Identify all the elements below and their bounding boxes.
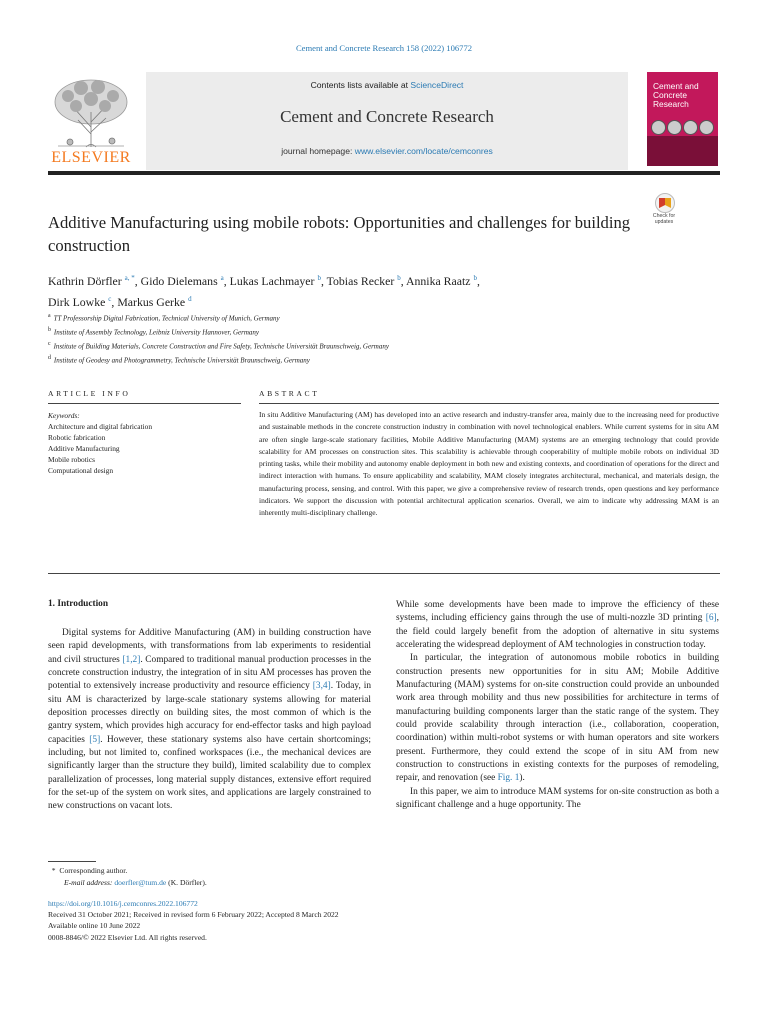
author-name: Gido Dielemans bbox=[140, 273, 218, 288]
elsevier-wordmark: ELSEVIER bbox=[51, 149, 131, 166]
citation-link[interactable]: [5] bbox=[89, 734, 101, 745]
keyword: Architecture and digital fabrication bbox=[48, 421, 153, 431]
paragraph-text: . However, these stationary systems also have certain shortcomings; including, but not limited to, confined workspaces (i.e., the mechanical devices are significantly larger than the structure they build), limited scalability due to complex parallelization of processes, long material supply distances, extensive effort required for the set-up of the system on work sites, and applications are largely constrained to new constructions on vacant lots. bbox=[48, 734, 371, 812]
author[interactable] bbox=[406, 274, 480, 288]
doi-link[interactable]: https://doi.org/10.1016/j.cemconres.2022.106772 bbox=[48, 899, 198, 908]
author-separator: , bbox=[223, 273, 230, 288]
footnote-rule bbox=[48, 861, 96, 862]
affiliation-marker: d bbox=[48, 354, 51, 361]
copyright-line: 0008-8846/© 2022 Elsevier Ltd. All rights reserved. bbox=[48, 932, 207, 942]
journal-cover-thumbnail[interactable] bbox=[647, 72, 718, 166]
corresponding-author-note bbox=[48, 865, 448, 877]
affiliation-text: TT Professorship Digital Fabrication, Technical University of Munich, Germany bbox=[53, 314, 280, 323]
cover-title: Cement and Concrete Research bbox=[653, 81, 699, 109]
author[interactable] bbox=[327, 274, 406, 288]
author-separator: , bbox=[134, 273, 141, 288]
article-info-rule bbox=[48, 403, 241, 404]
article-info-heading: ARTICLE INFO bbox=[48, 389, 131, 398]
online-date: Available online 10 June 2022 bbox=[48, 921, 141, 931]
check-for-updates-label[interactable]: Check for updates bbox=[652, 213, 676, 225]
email-suffix: (K. Dörfler). bbox=[166, 878, 207, 887]
paragraph-text: While some developments have been made to improve the efficiency of these systems, including efficiency gains through the use of multi-nozzle 3D printing bbox=[396, 600, 719, 624]
author-separator: , bbox=[476, 273, 480, 288]
affiliation bbox=[48, 353, 648, 367]
cover-bottom-band bbox=[647, 136, 718, 166]
author-affiliation-marker[interactable]: c bbox=[108, 294, 112, 303]
section-heading-introduction: 1. Introduction bbox=[48, 599, 109, 609]
paragraph-text: . Compared to traditional manual production processes in the concrete construction industry, the integration of in situ AM processes has proven the potential to extensively increase productivity and resource efficiency bbox=[48, 654, 371, 692]
contents-prefix: Contents lists available at bbox=[310, 80, 411, 90]
author[interactable] bbox=[141, 274, 230, 288]
keywords-block bbox=[48, 411, 248, 476]
article-title: Additive Manufacturing using mobile robots: Opportunities and challenges for building construction bbox=[48, 213, 631, 255]
affiliation-text: Institute of Building Materials, Concrete Construction and Fire Safety, Technische Universität Braunschweig, Germany bbox=[53, 342, 389, 351]
author-name: Lukas Lachmayer bbox=[229, 273, 315, 288]
affiliation-text: Institute of Geodesy and Photogrammetry, Technische Universität Braunschweig, Germany bbox=[53, 356, 310, 365]
received-dates: Received 31 October 2021; Received in revised form 6 February 2022; Accepted 8 March 2022 bbox=[48, 910, 339, 920]
keyword: Robotic fabrication bbox=[48, 432, 106, 442]
publication-info bbox=[48, 898, 548, 943]
author-name: Kathrin Dörfler bbox=[48, 273, 122, 288]
body-paragraph bbox=[396, 786, 719, 813]
keyword: Computational design bbox=[48, 465, 114, 475]
author-name: Tobias Recker bbox=[326, 273, 395, 288]
author-affiliation-marker[interactable]: b bbox=[397, 274, 401, 282]
citation-link[interactable]: [1,2] bbox=[122, 654, 141, 665]
body-paragraph bbox=[396, 599, 719, 652]
body-paragraph bbox=[396, 652, 719, 785]
citation-link[interactable]: Fig. 1 bbox=[497, 773, 520, 784]
paragraph-text: Digital systems for Additive Manufacturing (AM) in building construction have seen rapid developments, with transformations from lab experiments to residential and civil structures bbox=[48, 628, 371, 665]
keywords-label: Keywords: bbox=[48, 411, 80, 420]
body-column-right bbox=[396, 599, 719, 813]
homepage-prefix: journal homepage: bbox=[281, 146, 355, 156]
affiliation-marker: b bbox=[48, 326, 51, 333]
author[interactable] bbox=[48, 274, 141, 288]
sciencedirect-link[interactable]: ScienceDirect bbox=[410, 80, 464, 90]
affiliation bbox=[48, 311, 648, 325]
affiliation-marker: a bbox=[48, 313, 51, 319]
cover-image-4 bbox=[699, 120, 714, 135]
homepage-link[interactable]: www.elsevier.com/locate/cemconres bbox=[354, 146, 493, 156]
affiliations bbox=[48, 311, 648, 367]
paragraph-text: ). bbox=[519, 773, 525, 784]
author[interactable] bbox=[230, 274, 327, 288]
email-link[interactable]: doerfler@tum.de bbox=[114, 878, 167, 887]
keyword: Mobile robotics bbox=[48, 454, 96, 464]
author-name: Annika Raatz bbox=[405, 273, 471, 288]
paragraph-text: . Today, in situ AM is characterized by large-scale stationary systems allowing for material deposition processes directly on building sites, the most common of which is the gantry system, which provides high accuracy for end-effector tasks and high payload capacities bbox=[48, 681, 372, 745]
author-affiliation-marker[interactable]: b bbox=[317, 274, 321, 282]
author-separator: , bbox=[320, 273, 327, 288]
cover-image-1 bbox=[651, 120, 666, 135]
author-name: Markus Gerke bbox=[117, 294, 186, 309]
contents-line bbox=[146, 80, 628, 90]
author[interactable] bbox=[48, 295, 117, 309]
abstract-bottom-rule bbox=[48, 573, 720, 574]
author[interactable] bbox=[117, 295, 191, 309]
author-separator: , bbox=[400, 273, 406, 288]
paragraph-text: , the field could largely benefit from the adoption of alternative in situ systems accelerating the widespread deployment of AM technologies in construction today. bbox=[396, 613, 719, 651]
paragraph-text: In this paper, we aim to introduce MAM systems for on-site construction as both a significant challenge and a huge opportunity. The bbox=[396, 786, 719, 811]
email-line bbox=[48, 877, 448, 889]
email-label: E-mail address: bbox=[64, 878, 113, 887]
corresponding-author-footnote bbox=[48, 865, 448, 889]
citation-link[interactable]: [3,4] bbox=[312, 681, 331, 692]
corresponding-label: Corresponding author. bbox=[59, 866, 128, 875]
abstract-text: In situ Additive Manufacturing (AM) has developed into an active research and industry-transfer area, mainly due to the increasing need for productive and sustainable methods in the concrete construction industry in combination with novel technological enablers. While current systems for in situ AM are often single large-scale stationary facilities, Mobile Additive Manufacturing (MAM) systems are an emerging technology that could provide scalability for AM processes on construction sites. This scalability is achievable through cooperability of multiple mobile robots on individual 3D printing tasks, while their mobility and autonomy enable deployment in both new and existing contexts, and coordination of operations for the direct and indirect interaction with humans. To ensure applicability and scalability, MAM closely integrates architectural, mechanical, and materials design, the manufacturing process, sensing, and control. With this paper, we give a comprehensive review of research trends, open questions and key performance indicators. We support the discussion with potential architectural application scenarios. Overall, we aim to indicate why addressing MAM is an inherently multi-disciplinary challenge. bbox=[259, 410, 719, 518]
author-affiliation-marker[interactable]: b bbox=[473, 274, 477, 282]
citation-link[interactable]: [6] bbox=[705, 613, 717, 624]
journal-citation[interactable]: Cement and Concrete Research 158 (2022) 106772 bbox=[295, 43, 473, 53]
author-list bbox=[48, 269, 638, 311]
paragraph-text: In particular, the integration of autonomous mobile robotics in building construction presents new opportunities for in situ AM; Mobile Additive Manufacturing (MAM) systems for on-site construction could provide an unbounded work area through mobility and thus new possibilities for architecture in terms of manufacturing building components larger than the static range of the system. They could provide scalability through interaction (i.e., collaboration, cooperation, coordination) within multi-robot systems or with human operators and site workers present. Furthermore, they could extend the scope of in situ AM from new construction to constructions in existing contexts for the purposes of remodeling, repair, and renovation (see bbox=[396, 653, 719, 784]
affiliation-text: Institute of Assembly Technology, Leibniz University Hannover, Germany bbox=[53, 328, 260, 337]
author-affiliation-marker[interactable]: a bbox=[220, 274, 224, 282]
author-affiliation-marker[interactable]: d bbox=[188, 294, 192, 303]
abstract-heading: ABSTRACT bbox=[259, 389, 320, 398]
abstract-rule bbox=[259, 403, 719, 404]
author-name: Dirk Lowke bbox=[48, 294, 106, 309]
author-separator: , bbox=[111, 294, 118, 309]
author-affiliation-marker[interactable]: a, * bbox=[124, 274, 135, 282]
body-paragraph bbox=[48, 627, 371, 814]
homepage-line bbox=[146, 146, 628, 156]
affiliation-marker: c bbox=[48, 340, 51, 347]
journal-name: Cement and Concrete Research bbox=[280, 107, 494, 126]
header-rule bbox=[48, 171, 720, 175]
affiliation bbox=[48, 325, 648, 339]
keyword: Additive Manufacturing bbox=[48, 443, 120, 453]
cover-image-3 bbox=[683, 120, 698, 135]
affiliation bbox=[48, 339, 648, 353]
asterisk-marker: * bbox=[48, 866, 60, 875]
cover-image-2 bbox=[667, 120, 682, 135]
body-column-left bbox=[48, 627, 371, 814]
